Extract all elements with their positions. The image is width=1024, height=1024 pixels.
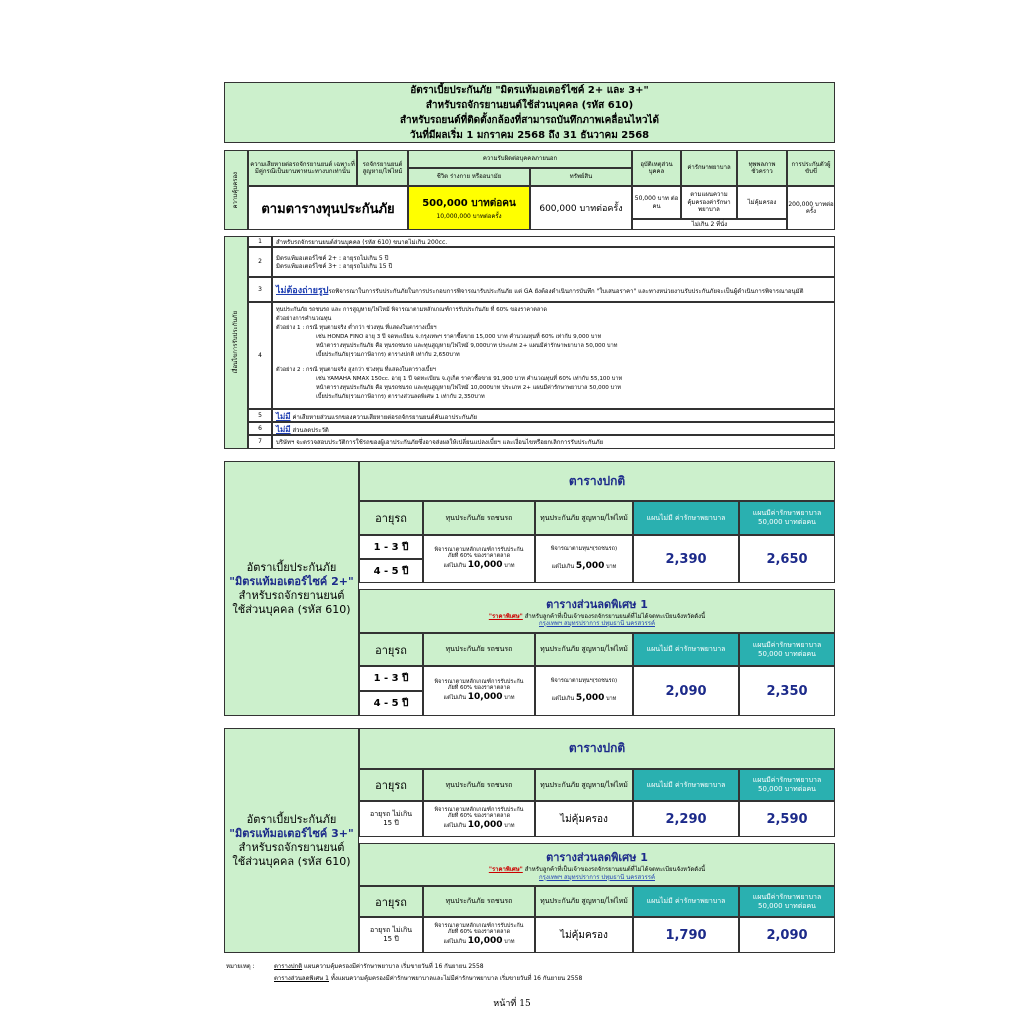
col-plan-no-medical: แผนไม่มี ค่ารักษาพยาบาล bbox=[633, 501, 739, 535]
footnote-line-2: ตารางส่วนลดพิเศษ 1 ทั้งแผนความคุ้มครองมีค่ารักษาพยาบาลและไม่มีค่ารักษาพยาบาล เริ่มขายวันที่ 16 กันยายน 2558 bbox=[274, 975, 583, 982]
header-line-4: วันที่มีผลเริ่ม 1 มกราคม 2568 ถึง 31 ธันวาคม 2568 bbox=[409, 129, 650, 141]
col-theft: ทุนประกันภัย สูญหาย/ไฟไหม้ bbox=[535, 769, 633, 801]
header-property: ทรัพย์สิน bbox=[530, 168, 632, 186]
premium-no-medical: 2,290 bbox=[633, 801, 739, 837]
col-plan-no-medical: แผนไม่มี ค่ารักษาพยาบาล bbox=[633, 886, 739, 917]
col-sum-insured: ทุนประกันภัย รถชนรถ bbox=[423, 769, 535, 801]
value-main: ตามตารางทุนประกันภัย bbox=[248, 186, 408, 230]
condition-text: สำหรับรถจักรยานยนต์ส่วนบุคคล (รหัส 610) ขนาดไม่เกิน 200cc. bbox=[272, 236, 835, 247]
rate-table-2plus bbox=[224, 461, 835, 716]
condition-text: ไม่มี ส่วนลดประวัติ bbox=[272, 422, 835, 435]
age-row-2: 4 - 5 ปี bbox=[359, 691, 423, 716]
condition-num: 3 bbox=[248, 277, 272, 302]
header-theft: รถจักรยานยนต์สูญหาย/ไฟไหม้ bbox=[357, 150, 408, 186]
header-line-2: สำหรับรถจักรยานยนต์ใช้ส่วนบุคคล (รหัส 610) bbox=[425, 99, 634, 111]
premium-medical: 2,350 bbox=[739, 666, 835, 716]
col-sum-insured: ทุนประกันภัย รถชนรถ bbox=[423, 886, 535, 917]
header-line-3: สำหรับรถยนต์ที่ติดตั้งกล้องที่สามารถบันทึกภาพเคลื่อนไหวได้ bbox=[399, 114, 660, 126]
header-disability: ทุพพลภาพชั่วคราว bbox=[737, 150, 787, 186]
condition-text-examples: ทุนประกันภัย รถชนรถ และ การสูญหาย/ไฟไหม้ พิจารณาตามหลักเกณฑ์การรับประกันภัย ที่ 60% ของราคาตลาด ตัวอย่างการคำนวณทุน ตัวอย่าง 1 : กรณี ทุนตามจริง ต่ำกว่า ช่วงทุน ที่แสดงในตารางเบี้ยฯ เช่น HONDA FINO อายุ 3 ปี จดทะเบียน จ.กรุงเทพฯ ราคาซื้อขาย 15,000 บาท คำนวณทุนที่ 60% เท่ากับ 9,000 บาท หน้าตารางทุนประกันภัย คือ ทุนรถชนรถ และทุนสูญหาย/ไฟไหม้ 9,000บาท ประเภท 2+ แผนมีค่ารักษาพยาบาล 50,000 บาท เบี้ยประกันภัย(รวมภาษีอากร) ตารางปกติ เท่ากับ 2,650บาท ตัวอย่าง 2 : กรณี ทุนตามจริง สูงกว่า ช่วงทุน ที่แสดงในตารางเบี้ยฯ เช่น YAMAHA NMAX 150cc. อายุ 1 ปี จดทะเบียน จ.ภูเก็ต ราคาซื้อขาย 91,900 บาท คำนวณทุนที่ 60% เท่ากับ 55,100 บาท หน้าตารางทุนประกันภัย คือ ทุนรถชนรถ และทุนสูญหาย/ไฟไหม้ 10,000บาท ประเภท 2+ แผนมีค่ารักษาพยาบาล 50,000 บาท เบี้ยประกันภัย(รวมภาษีอากร) ตารางส่วนลดพิเศษ 1 เท่ากับ 2,350บาท bbox=[272, 302, 835, 409]
col-plan-medical: แผนมีค่ารักษาพยาบาล 50,000 บาทต่อคน bbox=[739, 769, 835, 801]
condition-num: 2 bbox=[248, 247, 272, 277]
condition-num: 1 bbox=[248, 236, 272, 247]
condition-text: มิตรแท้มอเตอร์ไซค์ 2+ : อายุรถไม่เกิน 5 ปี มิตรแท้มอเตอร์ไซค์ 3+ : อายุรถไม่เกิน 15 ปี bbox=[272, 247, 835, 277]
value-property: 600,000 บาทต่อครั้ง bbox=[530, 186, 632, 230]
col-theft: ทุนประกันภัย สูญหาย/ไฟไหม้ bbox=[535, 633, 633, 666]
theft-not-covered: ไม่คุ้มครอง bbox=[535, 917, 633, 953]
theft-not-covered: ไม่คุ้มครอง bbox=[535, 801, 633, 837]
value-life-sub: 10,000,000 บาทต่อครั้ง bbox=[436, 212, 502, 220]
premium-no-medical: 2,390 bbox=[633, 535, 739, 583]
col-plan-medical: แผนมีค่ารักษาพยาบาล 50,000 บาทต่อคน bbox=[739, 886, 835, 917]
value-medical: ตามแผนความคุ้มครองค่ารักษาพยาบาล bbox=[681, 186, 737, 219]
col-age: อายุรถ bbox=[359, 501, 423, 535]
sum-insured-cell: พิจารณาตามหลักเกณฑ์การรับประกันภัยที่ 60% ของราคาตลาด แต่ไม่เกิน 10,000 บาท bbox=[423, 535, 535, 583]
header-life: ชีวิต ร่างกาย หรืออนามัย bbox=[408, 168, 530, 186]
condition-text: บริษัทฯ จะตรวจสอบประวัติการใช้รถของผู้เอาประกันภัยซึ่งอาจส่งผลให้เปลี่ยนแปลงเบี้ยฯ และเงื่อนไขหรือยกเลิกการรับประกันภัย bbox=[272, 435, 835, 449]
page-header bbox=[224, 82, 835, 143]
col-plan-no-medical: แผนไม่มี ค่ารักษาพยาบาล bbox=[633, 633, 739, 666]
coverage-side-label: ความคุ้มครอง bbox=[224, 150, 248, 230]
theft-cell: พิจารณาตามทุนฯ(รถชนรถ) แต่ไม่เกิน 5,000 บาท bbox=[535, 666, 633, 716]
header-line-1: อัตราเบี้ยประกันภัย "มิตรแท้มอเตอร์ไซค์ 2+ และ 3+" bbox=[410, 84, 649, 96]
age-row-2: 4 - 5 ปี bbox=[359, 559, 423, 583]
col-age: อายุรถ bbox=[359, 769, 423, 801]
col-plan-medical: แผนมีค่ารักษาพยาบาล 50,000 บาทต่อคน bbox=[739, 501, 835, 535]
normal-table-title: ตารางปกติ bbox=[359, 461, 835, 501]
col-sum-insured: ทุนประกันภัย รถชนรถ bbox=[423, 501, 535, 535]
col-theft: ทุนประกันภัย สูญหาย/ไฟไหม้ bbox=[535, 501, 633, 535]
condition-num: 7 bbox=[248, 435, 272, 449]
sum-insured-cell: พิจารณาตามหลักเกณฑ์การรับประกันภัยที่ 60% ของราคาตลาด แต่ไม่เกิน 10,000 บาท bbox=[423, 917, 535, 953]
plan-label-2plus: อัตราเบี้ยประกันภัย "มิตรแท้มอเตอร์ไซค์ 2+" สำหรับรถจักรยานยนต์ ใช้ส่วนบุคคล (รหัส 610) bbox=[224, 461, 359, 716]
special-table-header: ตารางส่วนลดพิเศษ 1 "ราคาพิเศษ" สำหรับลูกค้าที่เป็นเจ้าของรถจักรยานยนต์ที่ไม่ได้จดทะเบียนจังหวัดดังนี้ กรุงเทพฯ สมุทรปราการ ปทุมธานี นครสวรรค์ bbox=[359, 843, 835, 886]
col-plan-no-medical: แผนไม่มี ค่ารักษาพยาบาล bbox=[633, 769, 739, 801]
theft-cell: พิจารณาตามทุนฯ(รถชนรถ) แต่ไม่เกิน 5,000 บาท bbox=[535, 535, 633, 583]
condition-num: 4 bbox=[248, 302, 272, 409]
condition-text: ไม่ต้องถ่ายรูปรถพิจารณาในการรับประกันภัยในการประกอบการพิจารณารับประกันภัย แต่ GA ยังต้องดำเนินการบันทึก "ใบเสนอราคา" และทางหน่วยงานรับประกันภัยจะเป็นผู้ดำเนินการพิจารณาอนุมัติ bbox=[272, 277, 835, 302]
header-damage: ความเสียหายต่อรถจักรยานยนต์ เฉพาะที่มีคู่กรณีเป็นยานพาหนะทางบกเท่านั้น bbox=[248, 150, 357, 186]
condition-num: 6 bbox=[248, 422, 272, 435]
col-sum-insured: ทุนประกันภัย รถชนรถ bbox=[423, 633, 535, 666]
value-accident: 50,000 บาท ต่อคน bbox=[632, 186, 681, 219]
normal-table-title: ตารางปกติ bbox=[359, 728, 835, 769]
condition-num: 5 bbox=[248, 409, 272, 422]
coverage-table bbox=[224, 150, 835, 230]
conditions-side-label: เงื่อนไขการรับประกันภัย bbox=[224, 236, 248, 449]
conditions-box bbox=[224, 236, 835, 449]
header-medical: ค่ารักษาพยาบาล bbox=[681, 150, 737, 186]
age-cell: อายุรถ ไม่เกิน 15 ปี bbox=[359, 917, 423, 953]
premium-medical: 2,590 bbox=[739, 801, 835, 837]
value-driver-bail: 200,000 บาทต่อครั้ง bbox=[787, 186, 835, 230]
age-cell: อายุรถ ไม่เกิน 15 ปี bbox=[359, 801, 423, 837]
value-disability: ไม่คุ้มครอง bbox=[737, 186, 787, 219]
plan-label-3plus: อัตราเบี้ยประกันภัย "มิตรแท้มอเตอร์ไซค์ 3+" สำหรับรถจักรยานยนต์ ใช้ส่วนบุคคล (รหัส 610) bbox=[224, 728, 359, 953]
col-age: อายุรถ bbox=[359, 633, 423, 666]
page-number: หน้าที่ 15 bbox=[493, 999, 531, 1009]
age-row-1: 1 - 3 ปี bbox=[359, 666, 423, 691]
col-age: อายุรถ bbox=[359, 886, 423, 917]
age-row-1: 1 - 3 ปี bbox=[359, 535, 423, 559]
value-life-main: 500,000 บาทต่อคน bbox=[422, 197, 516, 209]
premium-medical: 2,650 bbox=[739, 535, 835, 583]
header-accident: อุบัติเหตุส่วนบุคคล bbox=[632, 150, 681, 186]
header-driver-bail: การประกันตัวผู้ขับขี่ bbox=[787, 150, 835, 186]
footnote-label: หมายเหตุ : bbox=[226, 963, 255, 970]
rate-table-3plus bbox=[224, 728, 835, 953]
premium-no-medical: 2,090 bbox=[633, 666, 739, 716]
special-table-header: ตารางส่วนลดพิเศษ 1 "ราคาพิเศษ" สำหรับลูกค้าที่เป็นเจ้าของรถจักรยานยนต์ที่ไม่ได้จดทะเบียนจังหวัดดังนี้ กรุงเทพฯ สมุทรปราการ ปทุมธานี นครสวรรค์ bbox=[359, 589, 835, 633]
sum-insured-cell: พิจารณาตามหลักเกณฑ์การรับประกันภัยที่ 60% ของราคาตลาด แต่ไม่เกิน 10,000 บาท bbox=[423, 801, 535, 837]
header-third-party: ความรับผิดต่อบุคคลภายนอก bbox=[408, 150, 632, 168]
footnote-line-1: ตารางปกติ แผนความคุ้มครองมีค่ารักษาพยาบาล เริ่มขายวันที่ 16 กันยายน 2558 bbox=[274, 963, 484, 970]
value-seat-note: ไม่เกิน 2 ที่นั่ง bbox=[632, 219, 787, 230]
col-plan-medical: แผนมีค่ารักษาพยาบาล 50,000 บาทต่อคน bbox=[739, 633, 835, 666]
col-theft: ทุนประกันภัย สูญหาย/ไฟไหม้ bbox=[535, 886, 633, 917]
premium-medical: 2,090 bbox=[739, 917, 835, 953]
condition-text: ไม่มี ค่าเสียหายส่วนแรกของความเสียหายต่อรถจักรยานยนต์คันเอาประกันภัย bbox=[272, 409, 835, 422]
value-life bbox=[408, 186, 530, 230]
sum-insured-cell: พิจารณาตามหลักเกณฑ์การรับประกันภัยที่ 60% ของราคาตลาด แต่ไม่เกิน 10,000 บาท bbox=[423, 666, 535, 716]
premium-no-medical: 1,790 bbox=[633, 917, 739, 953]
